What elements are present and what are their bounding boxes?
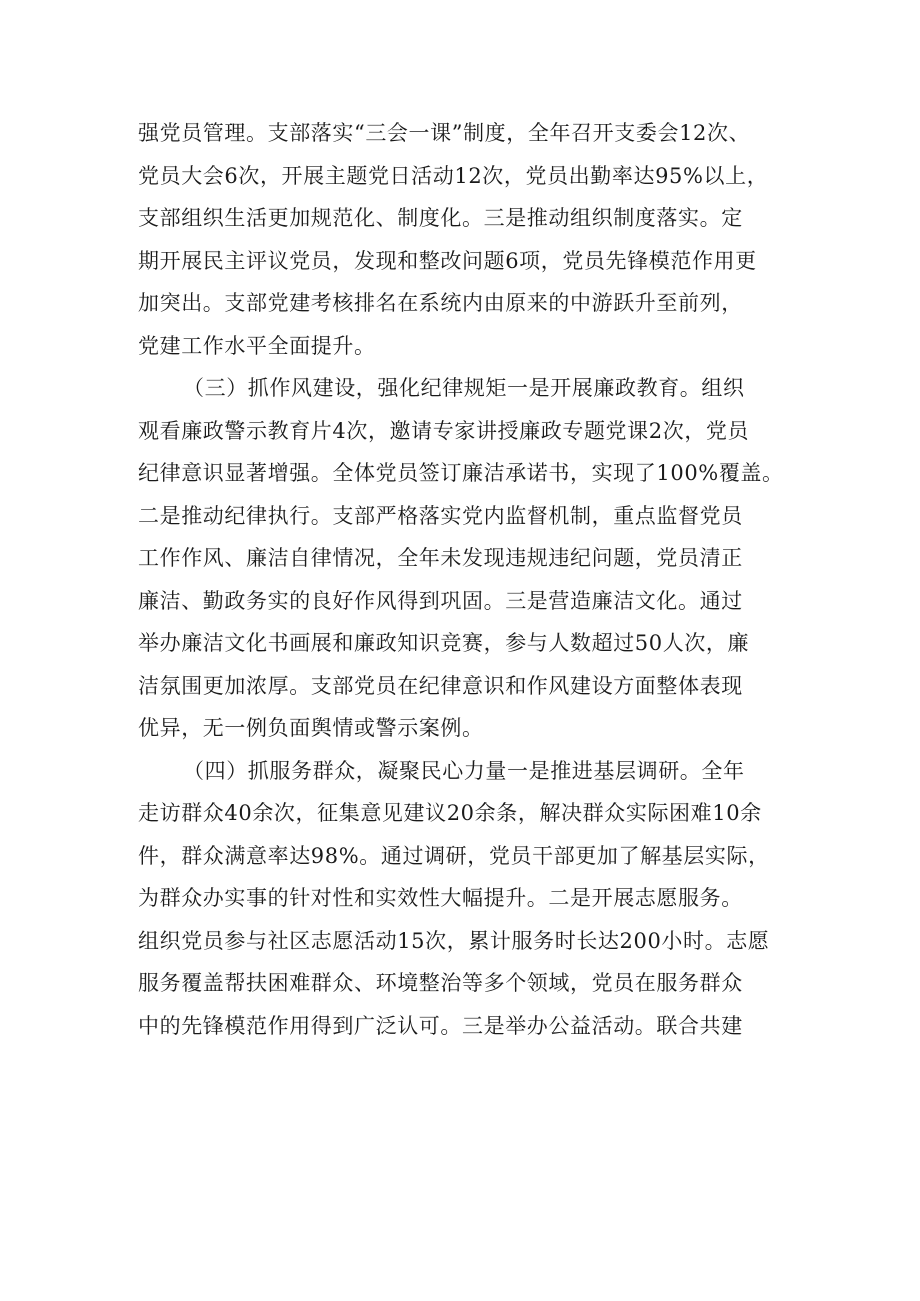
text-line: 廉洁、勤政务实的良好作风得到巩固。三是营造廉洁文化。通过 (138, 588, 743, 613)
text-line: 走访群众40余次，征集意见建议20余条，解决群众实际困难10余 (138, 801, 762, 825)
text-line: 件，群众满意率达98%。通过调研，党员干部更加了解基层实际， (138, 843, 770, 868)
text-line: 组织党员参与社区志愿活动15次，累计服务时长达200小时。志愿 (138, 928, 770, 953)
text-line: 党员大会6次，开展主题党日活动12次，党员出勤率达95%以上， (138, 163, 769, 188)
text-line: 洁氛围更加浓厚。支部党员在纪律意识和作风建设方面整体表现 (138, 673, 743, 698)
document-body (138, 112, 798, 1047)
text-line: 观看廉政警示教育片4次，邀请专家讲授廉政专题党课2次，党员 (138, 418, 750, 443)
text-line: 二是推动纪律执行。支部严格落实党内监督机制，重点监督党员 (138, 503, 743, 528)
text-line: 党建工作水平全面提升。 (138, 333, 376, 358)
text-line: 工作作风、廉洁自律情况，全年未发现违规违纪问题，党员清正 (138, 546, 743, 570)
text-line: 期开展民主评议党员，发现和整改问题6项，党员先锋模范作用更 (138, 248, 757, 273)
text-line: 服务覆盖帮扶困难群众、环境整治等多个领域，党员在服务群众 (138, 971, 743, 995)
text-line: 中的先锋模范作用得到广泛认可。三是举办公益活动。联合共建 (138, 1013, 743, 1038)
text-line: 纪律意识显著增强。全体党员签订廉洁承诺书，实现了100%覆盖。 (138, 461, 784, 485)
text-line: 强党员管理。支部落实“三会一课”制度，全年召开支委会12次、 (138, 121, 751, 145)
section-heading-line: （四）抓服务群众，凝聚民心力量一是推进基层调研。全年 (183, 758, 745, 783)
section-heading-line: （三）抓作风建设，强化纪律规矩一是开展廉政教育。组织 (183, 376, 745, 400)
text-line: 支部组织生活更加规范化、制度化。三是推动组织制度落实。定 (138, 206, 743, 230)
text-line: 举办廉洁文化书画展和廉政知识竞赛，参与人数超过50人次，廉 (138, 631, 750, 655)
text-line: 加突出。支部党建考核排名在系统内由原来的中游跃升至前列， (138, 291, 743, 315)
text-line: 优异，无一例负面舆情或警示案例。 (138, 716, 484, 740)
text-line: 为群众办实事的针对性和实效性大幅提升。二是开展志愿服务。 (138, 886, 743, 910)
